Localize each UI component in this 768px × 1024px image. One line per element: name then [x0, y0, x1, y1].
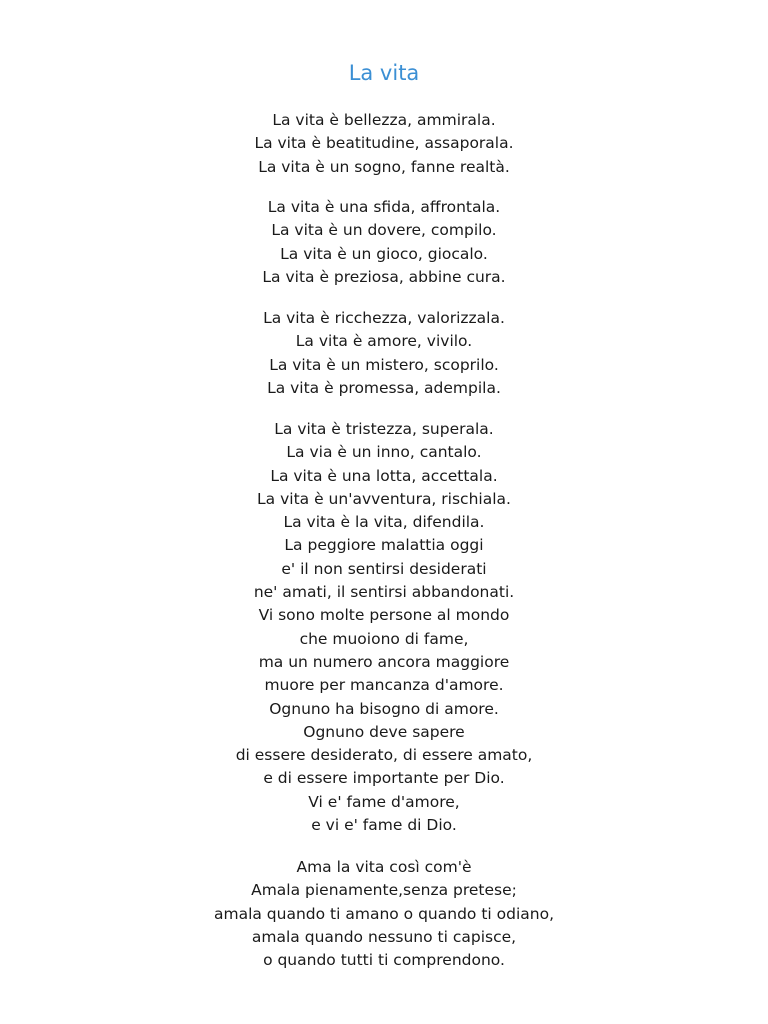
poem-line: e vi e' fame di Dio. [311, 816, 457, 835]
poem-line: La vita è un sogno, fanne realtà. [258, 157, 510, 176]
stanza-5 [0, 856, 768, 972]
poem-line: o quando tutti ti comprendono. [263, 951, 505, 970]
poem-line: amala quando ti amano o quando ti odiano, [213, 904, 555, 923]
poem-line: che muoiono di fame, [299, 629, 469, 648]
poem-line: La vita è beatitudine, assaporala. [254, 134, 514, 153]
poem-line: muore per mancanza d'amore. [264, 676, 504, 695]
poem-line: La vita è un gioco, giocalo. [280, 244, 488, 263]
poem-line: Ama la vita così com'è [296, 858, 472, 876]
poem-line: ne' amati, il sentirsi abbandonati. [253, 583, 515, 602]
poem-line: Vi sono molte persone al mondo [258, 606, 510, 625]
poem-line: La vita è tristezza, superala. [274, 420, 494, 438]
stanza-2 [0, 196, 768, 289]
poem-line: La vita è un'avventura, rischiala. [257, 489, 511, 508]
poem-line: Ognuno ha bisogno di amore. [269, 699, 499, 718]
poem-line: e' il non sentirsi desiderati [281, 559, 487, 578]
poem-line: La vita è una sfida, affrontala. [267, 198, 501, 216]
poem-line: La vita è bellezza, ammirala. [272, 111, 496, 129]
poem-line: La vita è promessa, adempila. [267, 378, 501, 397]
poem-line: La via è un inno, cantalo. [286, 443, 482, 462]
poem-line: La vita è una lotta, accettala. [270, 466, 498, 485]
poem-line: La vita è amore, vivilo. [295, 332, 473, 351]
poem-line: ma un numero ancora maggiore [258, 652, 510, 671]
poem-line: Amala pienamente,senza pretese; [251, 881, 517, 900]
poem-line: La vita è un dovere, compilo. [271, 221, 497, 240]
stanza-4 [0, 418, 768, 837]
stanza-3 [0, 307, 768, 400]
poem-line: amala quando nessuno ti capisce, [251, 927, 517, 946]
stanza-1 [0, 109, 768, 179]
poem-line: La vita è ricchezza, valorizzala. [263, 309, 505, 327]
poem-line: La peggiore malattia oggi [284, 536, 484, 555]
poem-line: e di essere importante per Dio. [263, 769, 505, 788]
poem-line: di essere desiderato, di essere amato, [235, 746, 533, 765]
poem-line: La vita è la vita, difendila. [283, 513, 485, 532]
poem-line: Vi e' fame d'amore, [308, 792, 460, 811]
poem-line: Ognuno deve sapere [303, 722, 465, 741]
poem-line: La vita è preziosa, abbine cura. [262, 267, 506, 286]
poem-line: La vita è un mistero, scoprilo. [269, 355, 499, 374]
poem-title: La vita [348, 61, 420, 85]
